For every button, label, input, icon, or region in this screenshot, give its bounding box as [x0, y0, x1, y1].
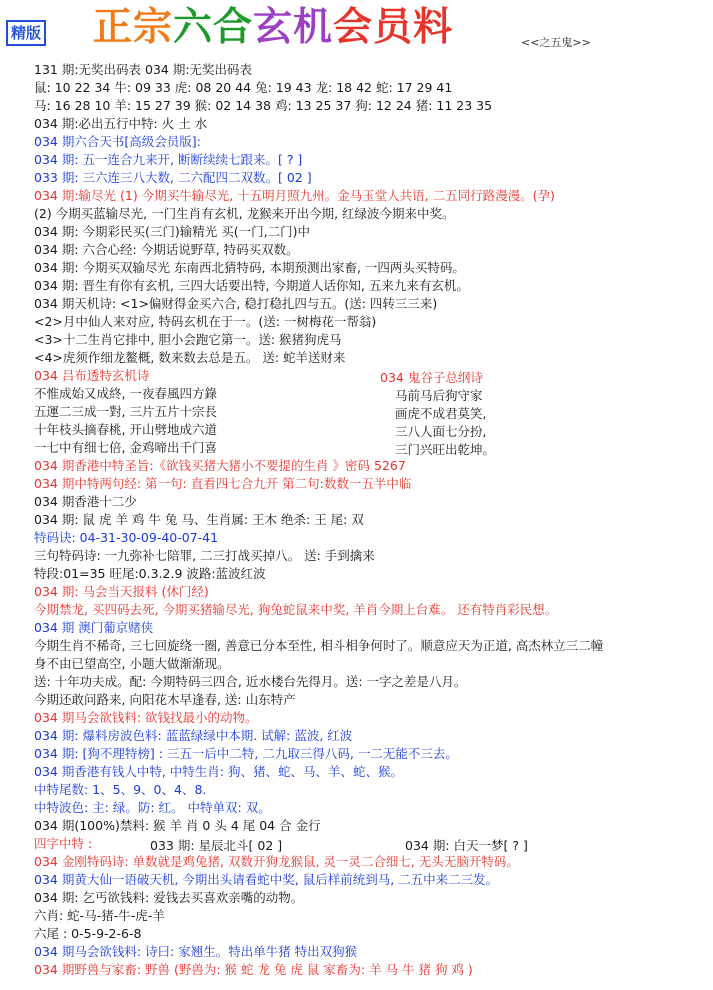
title-part-5: 料: [413, 5, 454, 50]
info-line: 034 期: 今期彩民买(三门)输精光 买(一门,二门)中: [34, 224, 310, 239]
title-part-4: 会员: [333, 5, 414, 50]
info-line: 034 期:必出五行中特: 火 土 水: [34, 116, 208, 131]
info-line: 034 期黄大仙一语破天机, 今期出头请看蛇中奖, 鼠后样前统到马, 二五中来二三发。: [34, 872, 499, 887]
info-line: 034 期野兽与家畜: 野兽 (野兽为: 猴 蛇 龙 兔 虎 鼠 家畜为: 羊 马 牛 猪 狗 鸡 ): [34, 962, 473, 977]
info-line: 034 期: 晋生有你有玄机, 三四大话要出特, 今期道人话你知, 五来九来有玄机。: [34, 278, 469, 293]
info-line: 034 期中特两句经: 第一句: 直看四七合九开 第二句:数数一五半中临: [34, 476, 412, 491]
info-line: 今期禁龙, 买四码去死, 今期买猪输尽光, 狗兔蛇鼠来中奖, 羊肖今期上台难。 还有特肖彩民想。: [34, 602, 558, 617]
info-line: 033 期: 三六连三八大数, 二六配四二双数。[ 02 ]: [34, 170, 312, 185]
info-line: 马: 16 28 10 羊: 15 27 39 猴: 02 14 38 鸡: 13 25 37 狗: 12 24 猪: 11 23 35: [34, 98, 493, 113]
info-line: 特段:01=35 旺尾:0.3.2.9 波路:蓝波红波: [34, 566, 266, 581]
info-line: 034 期: 乞丐欲钱料: 爱钱去买喜欢亲嘴的动物。: [34, 890, 304, 905]
info-line: <3>十二生肖它排中, 胆小会跑它第一。送: 猴猪狗虎马: [34, 332, 342, 347]
poem-left-line: 一七中有细七倍, 金鸡啼出千门喜: [34, 440, 217, 455]
info-line: 034 期香港中特圣旨:《欲钱买猪大猪小不要提的生肖 》密码 5267: [34, 458, 406, 473]
poem-right-line: 马前马后狗守家: [395, 388, 483, 403]
info-line: 034 期(100%)禁料: 猴 羊 肖 0 头 4 尾 04 合 金行: [34, 818, 321, 833]
info-line: 034 期: 马会当天报料 (休门经): [34, 584, 209, 599]
poem-right-line: 画虎不成君莫笑,: [395, 406, 487, 421]
info-line: 034 期: 六合心经: 今期话说野草, 特码买双数。: [34, 242, 299, 257]
info-line: 中特尾数: 1、5、9、0、4、8.: [34, 782, 207, 797]
info-line: 034 金刚特码诗: 单数就是鸡兔猪, 双数开狗龙猴鼠, 灵一灵二合细七, 无头无脑开特码。: [34, 854, 519, 869]
info-line: 034 期: 鼠 虎 羊 鸡 牛 兔 马、生肖属: 王木 绝杀: 王 尾: 双: [34, 512, 364, 527]
poem-left-line: 五運二三成一對, 三片五片十宗長: [34, 404, 217, 419]
page-title: [93, 2, 453, 54]
poem-left-line: 不惟成始又成終, 一夜春風四方錄: [34, 386, 217, 401]
issue-034-note: 034 期: 白天一梦[ ? ]: [405, 838, 528, 853]
info-line: 034 期: 爆料房波色料: 蓝蓝绿绿中本期. 试解: 蓝波, 红波: [34, 728, 353, 743]
info-line: 034 期香港十二少: [34, 494, 137, 509]
title-part-1: 正宗: [93, 5, 174, 50]
info-line: <4>虎须作细龙鳌概, 数来数去总是五。 送: 蛇羊送财来: [34, 350, 346, 365]
info-line: 034 期天机诗: <1>偏财得金买六合, 稳打稳扎四与五。(送: 四转三三来): [34, 296, 438, 311]
info-line: 034 期六合天书[高级会员版]:: [34, 134, 201, 149]
info-line: 送: 十年功夫成。配: 今期特码三四合, 近水楼台先得月。送: 一字之差是八月。: [34, 674, 467, 689]
info-line: (2) 今期买蓝输尽光, 一门生肖有玄机, 龙猴来开出今期, 红绿波今期来中奖。: [34, 206, 455, 221]
title-part-2: 六合: [173, 5, 254, 50]
poem-left-title: 034 吕布透特玄机诗: [34, 368, 150, 383]
issue-033-note: 033 期: 星辰北斗[ 02 ]: [150, 838, 283, 853]
info-line: 131 期:无奖出码表 034 期:无奖出码表: [34, 62, 253, 77]
info-line: 034 期: [狗不理特榜] : 三五一后中二特, 二九取三得八码, 一二无能不三去。: [34, 746, 458, 761]
info-line: 今期生肖不稀奇, 三七回旋绕一圈, 善意已分本至性, 相斗相争何时了。顺意应天为正道, 高杰林立三二幢: [34, 638, 604, 653]
info-line: 鼠: 10 22 34 牛: 09 33 虎: 08 20 44 兔: 19 43 龙: 18 42 蛇: 17 29 41: [34, 80, 453, 95]
info-line: 六尾 : 0-5-9-2-6-8: [34, 926, 142, 941]
poem-right-title: 034 鬼谷子总纲诗: [380, 370, 483, 385]
poem-left-line: 十年枝头摘春桃, 开山劈地成六道: [34, 422, 217, 437]
info-line: 三句特码诗: 一九弥补七陪罪, 二三打战买掉八。 送: 手到擒来: [34, 548, 375, 563]
four-char-label: 四字中特 :: [34, 836, 93, 851]
poem-right-line: 三门兴旺出乾坤。: [395, 442, 496, 457]
title-part-3: 玄机: [253, 5, 334, 50]
info-line: 034 期: 五一连合九来开, 断断续续七跟来。[ ? ]: [34, 152, 303, 167]
info-line: 身不由已望高空, 小题大做渐渐现。: [34, 656, 230, 671]
poem-right-line: 三八人面七分扮,: [395, 424, 487, 439]
info-line: 034 期香港有钱人中特, 中特生肖: 狗、猪、蛇、马、羊、蛇、猴。: [34, 764, 403, 779]
info-line: 034 期:输尽光 (1) 今期买牛输尽光, 十五明月照九州。金马玉堂人共语, 二五同行路漫漫。(孕): [34, 188, 555, 203]
info-line: <2>月中仙人来对应, 特码玄机在于一。(送: 一树梅花一帮翁): [34, 314, 377, 329]
info-line: 特码诀: 04-31-30-09-40-07-41: [34, 530, 219, 545]
info-line: 034 期马会欲钱料: 欲钱找最小的动物。: [34, 710, 258, 725]
info-line: 中特波色: 主: 绿。防: 红。 中特单双: 双。: [34, 800, 271, 815]
info-line: 034 期马会欲钱料: 诗曰: 家翘生。特出单牛猪 特出双狗猴: [34, 944, 358, 959]
page-subtitle: <<之五鬼>>: [521, 36, 591, 49]
info-line: 六肖: 蛇-马-猪-牛-虎-羊: [34, 908, 165, 923]
edition-badge: 精版: [6, 20, 46, 46]
info-line: 今期还敢问路来, 向阳花木早逢春, 送: 山东特产: [34, 692, 296, 707]
info-line: 034 期: 今期买双输尽光 东南西北猜特码, 本期预测出家畜, 一四两头买特码。: [34, 260, 465, 275]
info-line: 034 期 澳门葡京赌侠: [34, 620, 154, 635]
